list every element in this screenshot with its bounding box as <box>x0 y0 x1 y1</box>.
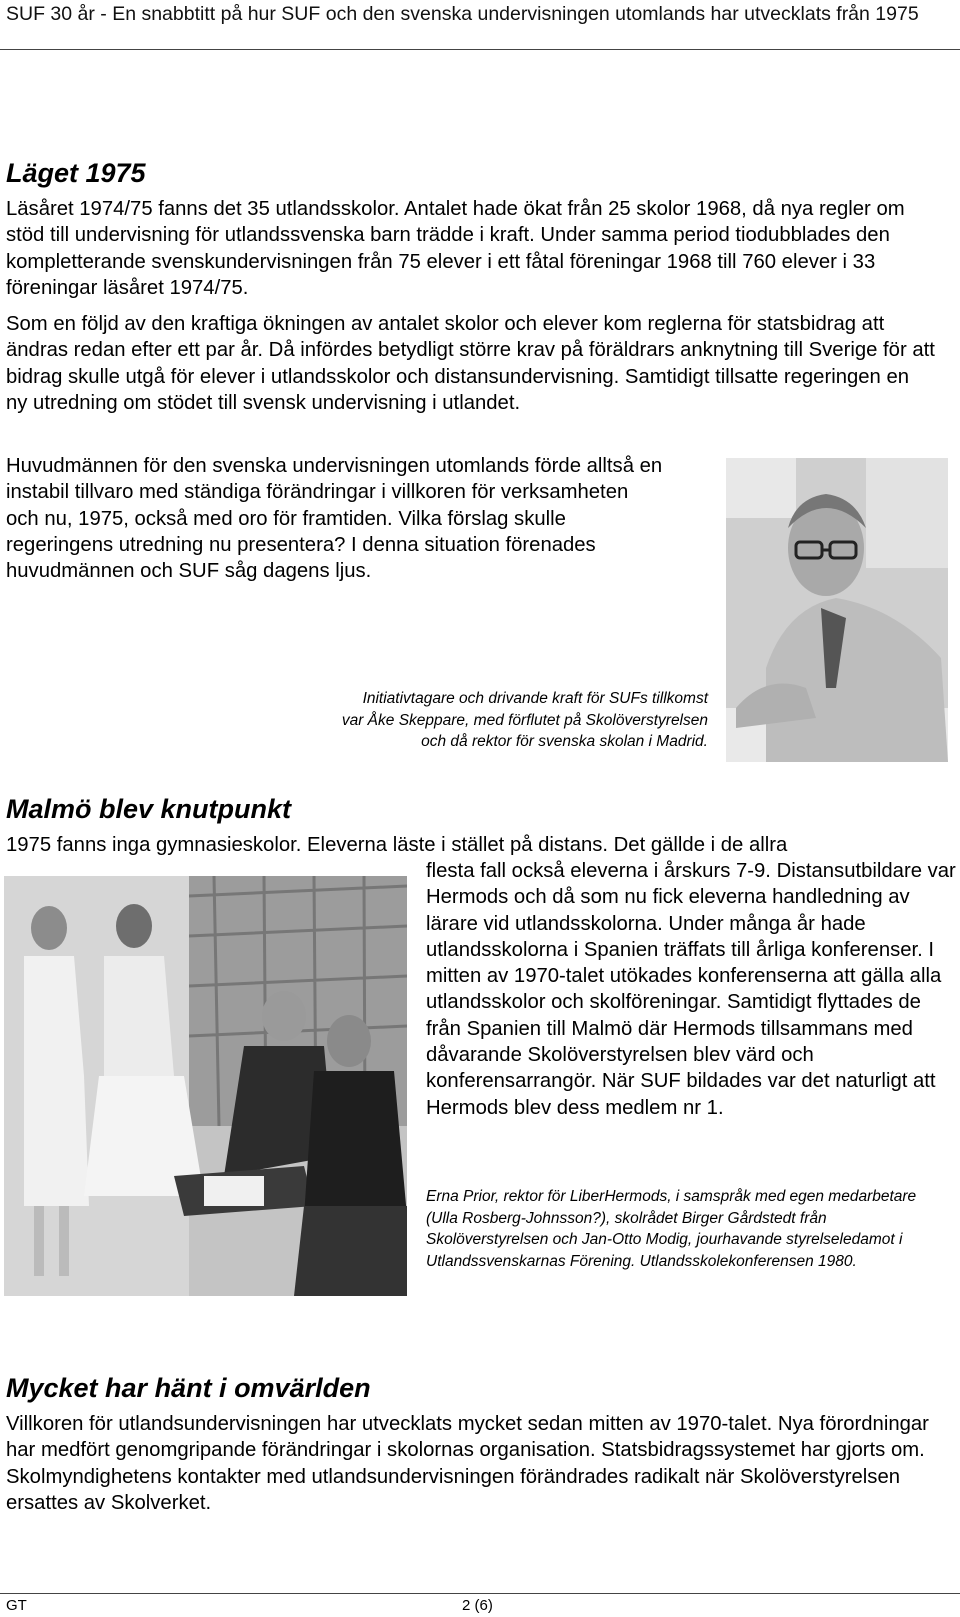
paragraph-2: Som en följd av den kraftiga ökningen av antalet skolor och elever kom reglerna för statsbidrag att ändras redan efter ett par år. Då infördes betydligt större krav på föräldrars anknytning till Sverige för att bidrag skulle utgå för elever i utlandsskolor och distansundervisning. Samtidigt tillsatte regeringen en ny utredning om stödet till svensk undervisning i utlandet. <box>6 313 935 414</box>
conference-photo <box>4 876 407 1296</box>
portrait-caption-line-3: och då rektor för svenska skolan i Madrid. <box>421 733 708 750</box>
paragraph-3: Huvudmännen för den svenska undervisningen utomlands förde alltså en instabil tillvaro med ständiga förändringar i villkoren för verksamheten och nu, 1975, också med oro för framtiden. Vilka förslag skulle regeringens utredning nu presentera? I denna situation förenades huvudmännen och SUF såg dagens ljus. <box>6 455 663 583</box>
footer-rule <box>0 1593 960 1594</box>
paragraph-4-first-line: 1975 fanns inga gymnasieskolor. Eleverna läste i stället på distans. Det gällde i de allra <box>6 834 788 856</box>
section-heading-omvarlden: Mycket har hänt i omvärlden <box>6 1373 371 1403</box>
header-rule <box>0 49 960 50</box>
footer-initials: GT <box>6 1597 27 1614</box>
page-number: 2 (6) <box>462 1597 493 1614</box>
running-title: SUF 30 år - En snabbtitt på hur SUF och den svenska undervisningen utomlands har utvecklats från 1975 <box>6 3 919 25</box>
section-heading-malmo: Malmö blev knutpunkt <box>6 794 292 824</box>
conference-illustration <box>4 876 407 1296</box>
conference-caption: Erna Prior, rektor för LiberHermods, i samspråk med egen medarbetare (Ulla Rosberg-Johnsson?), skolrådet Birger Gårdstedt från Skolöverstyrelsen och Jan-Otto Modig, jourhavande styrelseledamot i Utlandssvenskarnas Förening. Utlandsskolekonferensen 1980. <box>426 1188 917 1270</box>
paragraph-1: Läsåret 1974/75 fanns det 35 utlandsskolor. Antalet hade ökat från 25 skolor 1968, då nya regler om stöd till undervisning för utlandssvenska barn trädde i kraft. Under samma period tiodubblades den kompletterande svenskundervisningen från 75 elever i ett fåtal föreningar 1968 till 760 elever i 33 föreningar läsåret 1974/75. <box>6 198 905 299</box>
section-heading-laget-1975: Läget 1975 <box>6 158 146 188</box>
portrait-caption <box>240 688 708 753</box>
paragraph-4: flesta fall också eleverna i årskurs 7-9. Distansutbildare var Hermods och då som nu fick eleverna handledning av lärare vid utlandsskolorna. Under många år hade utlandsskolorna i Spanien träffats till årliga konferenser. I mitten av 1970-talet utökades konferenserna att gälla alla utlandsskolor och skolföreningar. Samtidigt flyttades de från Spanien till Malmö där Hermods tillsammans med dåvarande Skolöverstyrelsen blev värd och konferensarrangör. När SUF bildades var det naturligt att Hermods blev dess medlem nr 1. <box>426 860 956 1119</box>
portrait-caption-line-1: Initiativtagare och drivande kraft för SUFs tillkomst <box>362 690 708 707</box>
portrait-caption-line-2: var Åke Skeppare, med förflutet på Skolöverstyrelsen <box>341 711 708 729</box>
paragraph-5: Villkoren för utlandsundervisningen har utvecklats mycket sedan mitten av 1970-talet. Nya förordningar har medfört genomgripande förändringar i skolornas organisation. Statsbidragssystemet har gjorts om. Skolmyndighetens kontakter med utlandsundervisningen förändrades radikalt när Skolöverstyrelsen ersattes av Skolverket. <box>6 1413 929 1514</box>
portrait-illustration <box>726 458 948 762</box>
portrait-photo <box>726 458 948 762</box>
